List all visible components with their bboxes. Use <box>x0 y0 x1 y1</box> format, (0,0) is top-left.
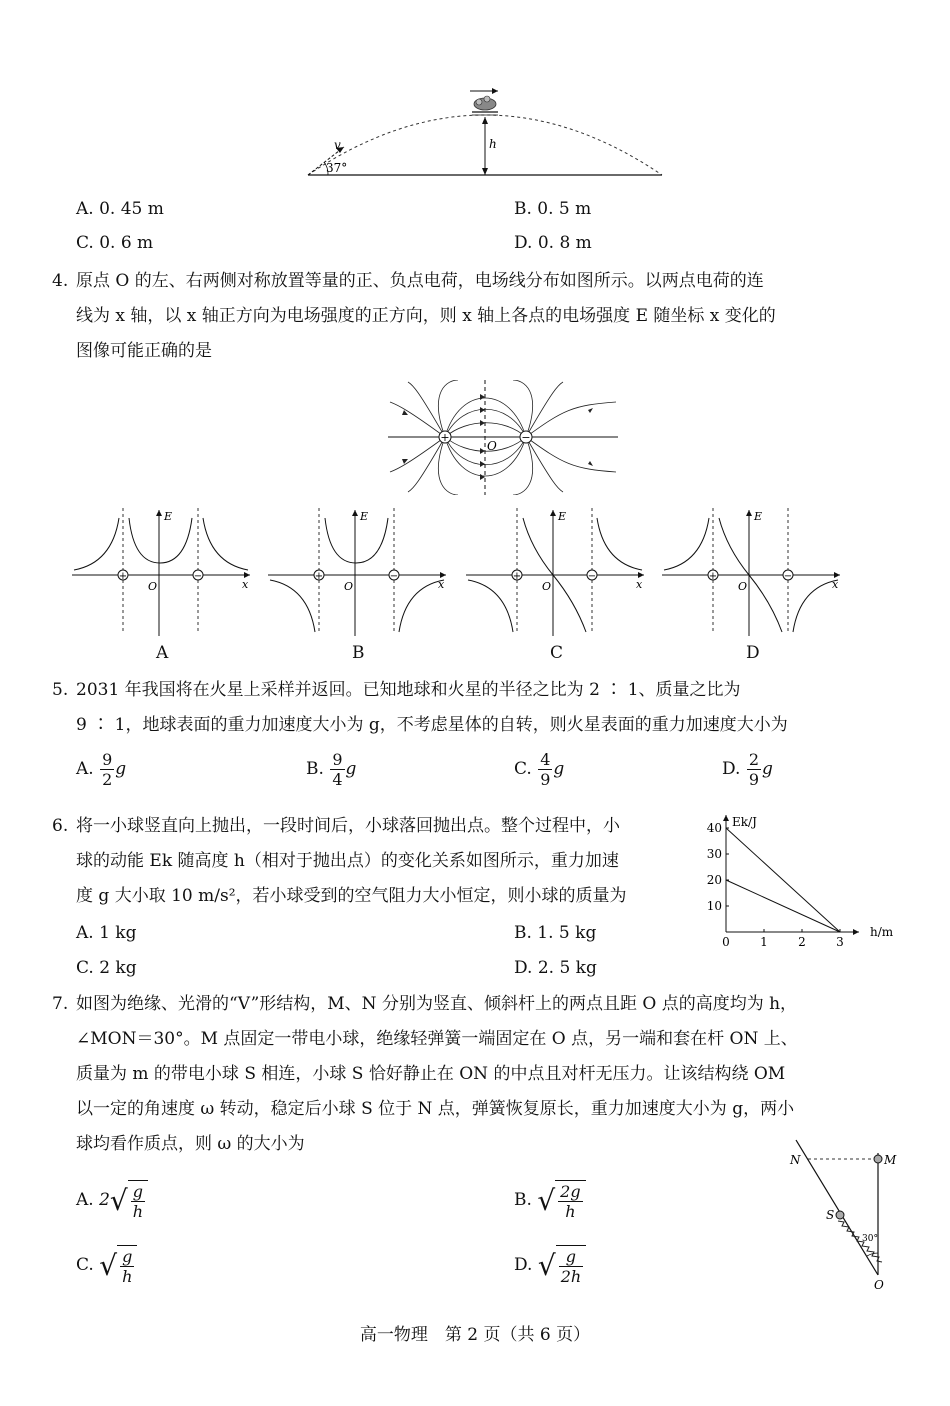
charge-m <box>874 1155 882 1163</box>
q4-line-3: 图像可能正确的是 <box>76 341 212 361</box>
svg-text:−: − <box>783 571 793 582</box>
label-angle: 30° <box>862 1234 878 1244</box>
svg-text:O: O <box>738 580 748 593</box>
chart-series-lower <box>726 880 840 932</box>
chart-y-tick-label: 30 <box>706 847 722 861</box>
chart-series-upper <box>726 828 840 932</box>
q6-line-2: 球的动能 Ek 随高度 h（相对于抛出点）的变化关系如图所示，重力加速 <box>76 851 619 871</box>
q4-graph-d[interactable] <box>662 508 842 638</box>
q6-option-d[interactable]: D. 2. 5 kg <box>514 958 597 978</box>
q7-line-5: 球均看作质点，则 ω 的大小为 <box>76 1134 305 1154</box>
graph-label-d: D <box>746 643 760 663</box>
svg-text:−: − <box>389 571 399 582</box>
q6-option-b[interactable]: B. 1. 5 kg <box>514 923 597 943</box>
chart-x-tick-label: 3 <box>836 935 844 949</box>
q6-option-c[interactable]: C. 2 kg <box>76 958 137 978</box>
q7-option-c[interactable]: C. √ $\frac{g}{h}$ <box>76 1245 137 1286</box>
label-o: O <box>874 1278 884 1292</box>
q7-option-d[interactable]: D. √ $\frac{g}{2h}$ <box>514 1245 586 1286</box>
q3-option-c[interactable]: C. 0. 6 m <box>76 233 154 253</box>
chart-y-tick-label: 10 <box>706 899 722 913</box>
q5-line-1: 2031 年我国将在火星上采样并返回。已知地球和火星的半径之比为 2 ∶ 1、质量之比为 <box>76 680 741 700</box>
svg-text:−: − <box>587 571 597 582</box>
negative-sign: − <box>521 431 531 444</box>
q3-option-a[interactable]: A. 0. 45 m <box>76 199 164 219</box>
graph-label-b: B <box>352 643 365 663</box>
q5-number: 5. <box>52 680 69 700</box>
positive-sign: + <box>440 431 450 444</box>
q3-figure <box>300 85 670 185</box>
page-footer: 高一物理 第 2 页（共 6 页） <box>359 1325 591 1345</box>
svg-text:+: + <box>512 571 522 582</box>
q7-line-3: 质量为 m 的带电小球 S 相连，小球 S 恰好静止在 ON 的中点且对杆无压力。让该结构绕 OM <box>76 1064 786 1084</box>
ek-h-chart <box>700 812 900 952</box>
h-label: h <box>489 137 497 151</box>
q4-graph-b[interactable] <box>268 508 448 638</box>
q4-graph-c[interactable] <box>466 508 646 638</box>
graph-label-c: C <box>550 643 564 663</box>
svg-text:−: − <box>193 571 203 582</box>
q6-option-a[interactable]: A. 1 kg <box>76 923 137 943</box>
q5-option-c[interactable]: C. $\frac{4}{9}$ g <box>514 750 565 789</box>
svg-text:x: x <box>438 578 445 591</box>
v-label: v <box>334 138 341 152</box>
angle-label: 37° <box>326 161 348 175</box>
q5-line-2: 9 ∶ 1，地球表面的重力加速度大小为 g，不考虑星体的自转，则火星表面的重力加速度大小为 <box>76 715 788 735</box>
chart-x-tick-label: 2 <box>798 935 806 949</box>
graph-label-a: A <box>156 643 169 663</box>
inclined-rod <box>796 1140 878 1275</box>
chart-x-tick-label: 1 <box>760 935 768 949</box>
chart-x-arrow <box>853 929 859 935</box>
svg-text:+: + <box>118 571 128 582</box>
ball-s <box>836 1211 844 1219</box>
q7-option-a[interactable]: A. 2 √ $\frac{g}{h}$ <box>76 1180 148 1221</box>
q3-option-b[interactable]: B. 0. 5 m <box>514 199 592 219</box>
q4-number: 4. <box>52 271 69 291</box>
chart-x-tick-label: 0 <box>722 935 730 949</box>
svg-text:x: x <box>636 578 643 591</box>
svg-text:x: x <box>242 578 249 591</box>
field-origin: O <box>487 439 497 453</box>
q4-line-2: 线为 x 轴，以 x 轴正方向为电场强度的正方向，则 x 轴上各点的电场强度 E 随坐标 x 变化的 <box>76 306 776 326</box>
q4-graph-a[interactable] <box>72 508 252 638</box>
q6-number: 6. <box>52 816 69 836</box>
svg-text:O: O <box>344 580 354 593</box>
chart-y-arrow <box>723 815 729 821</box>
chart-ylabel: Ek/J <box>732 815 757 829</box>
label-m: M <box>884 1153 897 1167</box>
q4-line-1: 原点 O 的左、右两侧对称放置等量的正、负点电荷，电场线分布如图所示。以两点电荷的连 <box>76 271 764 291</box>
svg-text:O: O <box>148 580 158 593</box>
q5-option-b[interactable]: B. $\frac{9}{4}$ g <box>306 750 357 789</box>
chart-y-tick-label: 20 <box>706 873 722 887</box>
q5-option-a[interactable]: A. $\frac{9}{2}$ g <box>76 750 127 789</box>
label-n: N <box>790 1153 801 1167</box>
q7-v-structure-figure <box>788 1135 898 1295</box>
q4-field-figure <box>388 380 618 495</box>
svg-text:E: E <box>164 510 173 523</box>
svg-text:+: + <box>314 571 324 582</box>
q7-option-b[interactable]: B. √ $\frac{2g}{h}$ <box>514 1180 586 1221</box>
q3-option-d[interactable]: D. 0. 8 m <box>514 233 592 253</box>
chart-xlabel: h/m <box>870 925 894 939</box>
label-s: S <box>826 1208 835 1222</box>
q6-line-1: 将一小球竖直向上抛出，一段时间后，小球落回抛出点。整个过程中，小 <box>76 816 620 836</box>
svg-text:O: O <box>542 580 552 593</box>
q5-option-d[interactable]: D. $\frac{2}{9}$ g <box>722 750 773 789</box>
q7-line-4: 以一定的角速度 ω 转动，稳定后小球 S 位于 N 点，弹簧恢复原长，重力加速度大小为 g，两小 <box>76 1099 795 1119</box>
svg-text:E: E <box>360 510 369 523</box>
svg-text:E: E <box>558 510 567 523</box>
svg-text:x: x <box>832 578 839 591</box>
q7-line-2: ∠MON＝30°。M 点固定一带电小球，绝缘轻弹簧一端固定在 O 点，另一端和套在杆 ON 上、 <box>76 1029 798 1049</box>
q7-line-1: 如图为绝缘、光滑的“V”形结构，M、N 分别为竖直、倾斜杆上的两点且距 O 点的高度均为 h， <box>76 994 798 1014</box>
q7-number: 7. <box>52 994 69 1014</box>
chart-y-tick-label: 40 <box>706 821 722 835</box>
svg-text:E: E <box>754 510 763 523</box>
q6-line-3: 度 g 大小取 10 m/s²，若小球受到的空气阻力大小恒定，则小球的质量为 <box>76 886 627 906</box>
svg-text:+: + <box>708 571 718 582</box>
